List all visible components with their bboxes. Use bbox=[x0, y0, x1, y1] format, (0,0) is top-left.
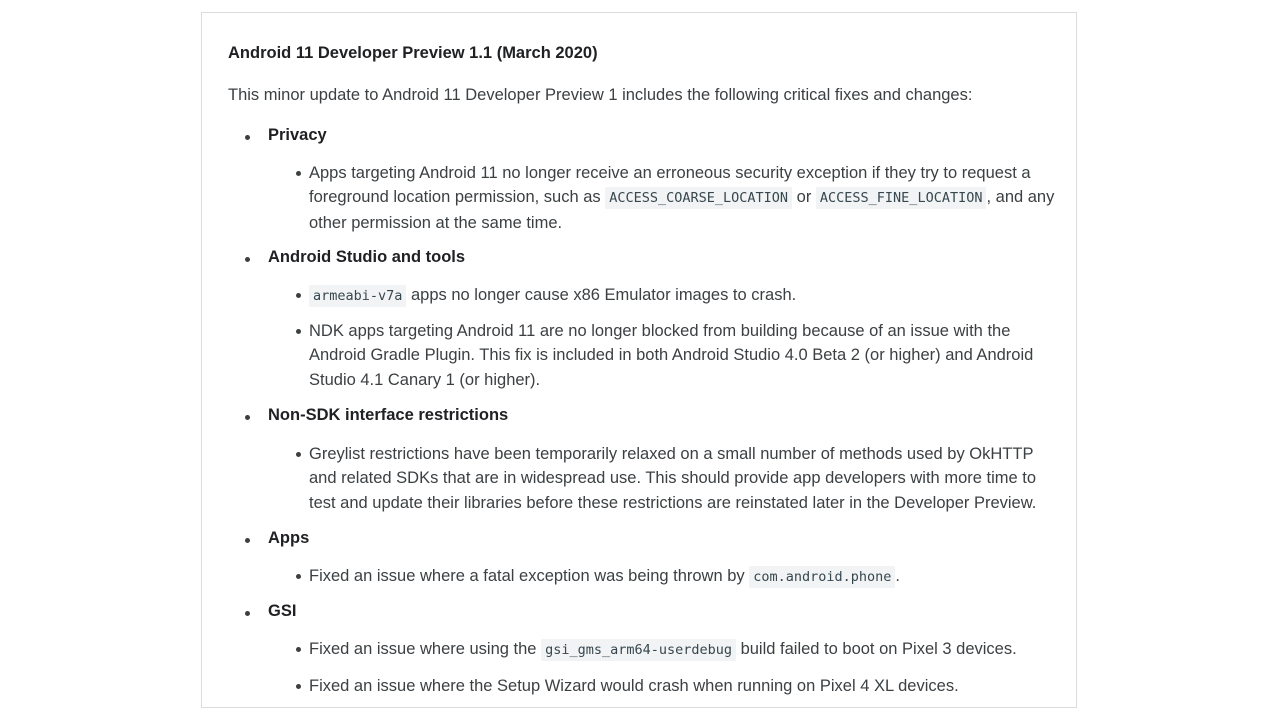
bullet-icon bbox=[296, 293, 301, 298]
item-text: or bbox=[792, 188, 816, 207]
code-com-android-phone: com.android.phone bbox=[749, 566, 895, 588]
bullet-icon bbox=[296, 684, 301, 689]
item-text: Apps targeting Android 11 no longer receive an erroneous security exception if they try to request a foreground location permission, such as bbox=[309, 164, 1031, 207]
item-text: Fixed an issue where a fatal exception was being thrown by bbox=[309, 567, 750, 585]
section-label: Apps bbox=[268, 529, 310, 547]
bullet-icon bbox=[245, 135, 250, 140]
item-text: , and any other permission at the same time. bbox=[309, 188, 1055, 232]
item-text: Fixed an issue where using the bbox=[309, 640, 542, 658]
section-label: Privacy bbox=[268, 126, 327, 144]
intro-paragraph: This minor update to Android 11 Developer Preview 1 includes the following critical fixes and changes: bbox=[228, 86, 973, 104]
code-access-coarse-location: ACCESS_COARSE_LOCATION bbox=[605, 187, 792, 209]
bullet-icon bbox=[296, 452, 301, 457]
code-access-fine-location: ACCESS_FINE_LOCATION bbox=[816, 187, 987, 209]
bullet-icon bbox=[245, 415, 250, 420]
list-item bbox=[309, 637, 1059, 662]
section-label: Android Studio and tools bbox=[268, 248, 466, 266]
bullet-icon bbox=[296, 574, 301, 579]
section-label: Non-SDK interface restrictions bbox=[268, 406, 509, 424]
item-text: Fixed an issue where the Setup Wizard would crash when running on Pixel 4 XL devices. bbox=[309, 677, 959, 695]
list-item bbox=[309, 674, 1059, 698]
list-item bbox=[309, 161, 1059, 235]
list-item bbox=[309, 283, 1059, 308]
item-text: NDK apps targeting Android 11 are no longer blocked from building because of an issue with the Android Gradle Plugin. This fix is included in both Android Studio 4.0 Beta 2 (or higher) and Android Studio 4.1 Canary 1 (or higher). bbox=[309, 322, 1034, 389]
release-notes-card bbox=[201, 12, 1077, 708]
bullet-icon bbox=[245, 257, 250, 262]
item-text: build failed to boot on Pixel 3 devices. bbox=[736, 640, 1017, 658]
list-item bbox=[309, 442, 1059, 515]
bullet-icon bbox=[245, 538, 250, 543]
page-title: Android 11 Developer Preview 1.1 (March 2020) bbox=[228, 44, 598, 62]
bullet-icon bbox=[296, 171, 301, 176]
code-gsi-build: gsi_gms_arm64-userdebug bbox=[541, 639, 736, 661]
item-text: apps no longer cause x86 Emulator images to crash. bbox=[406, 286, 797, 304]
bullet-icon bbox=[245, 611, 250, 616]
bullet-icon bbox=[296, 647, 301, 652]
item-text: . bbox=[895, 567, 901, 585]
item-text: Greylist restrictions have been temporarily relaxed on a small number of methods used by OkHTTP and related SDKs that are in widespread use. This should provide app developers with more time to test and update their libraries before these restrictions are reinstated later in the Developer Preview. bbox=[309, 445, 1037, 512]
list-item bbox=[309, 564, 1059, 589]
list-item bbox=[309, 319, 1059, 392]
bullet-icon bbox=[296, 329, 301, 334]
code-armeabi: armeabi-v7a bbox=[309, 285, 406, 307]
section-label: GSI bbox=[268, 602, 297, 620]
